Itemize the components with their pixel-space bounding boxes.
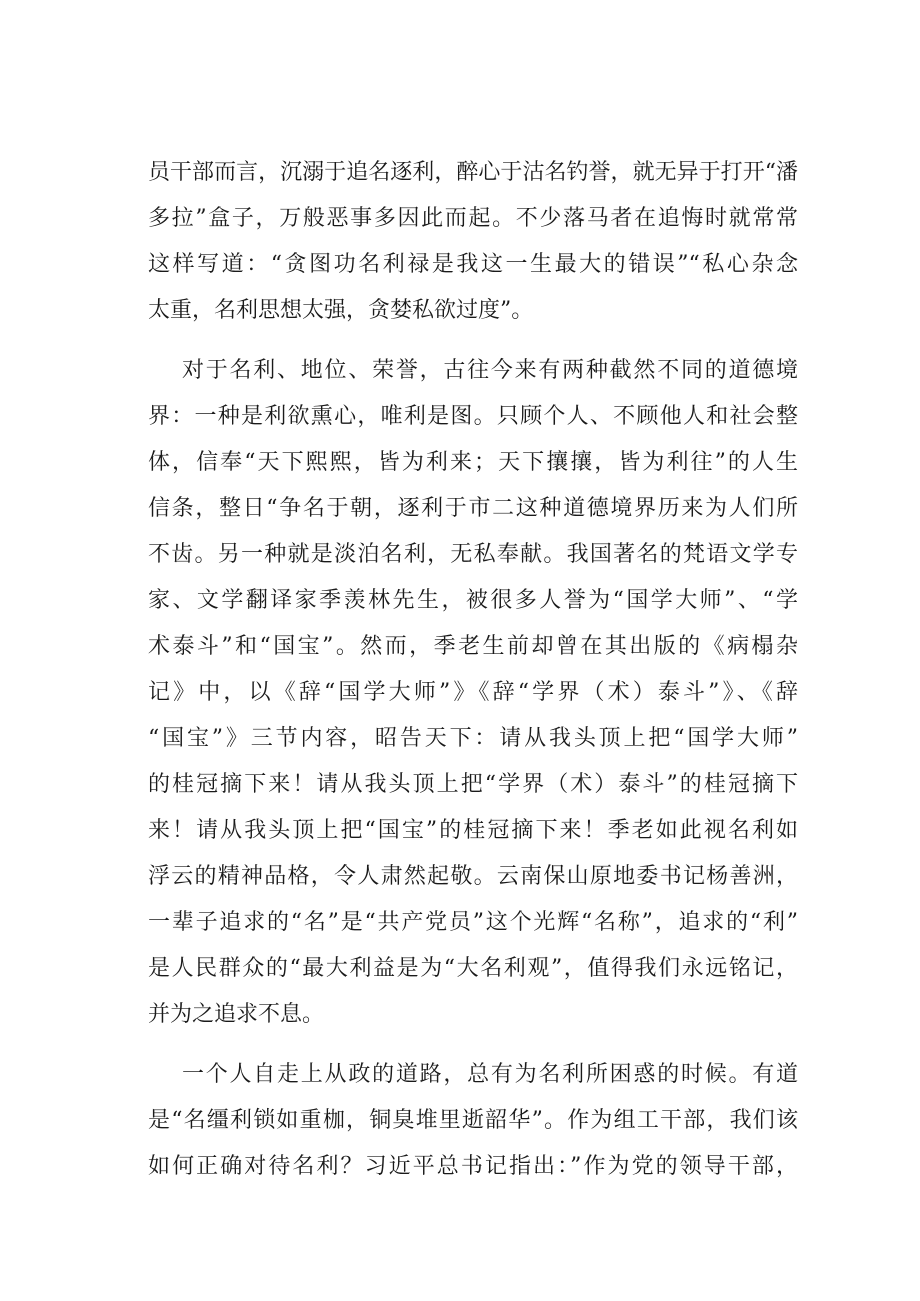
text-line: 一个人自走上从政的道路，总有为名利所困惑的时候。有道 xyxy=(182,1062,798,1087)
text-line: 不齿。另一种就是淡泊名利，无私奉献。我国著名的梵语文学专 xyxy=(148,542,798,567)
text-line: 对于名利、地位、荣誉，古往今来有两种截然不同的道德境 xyxy=(182,358,798,383)
paragraph-3 xyxy=(148,1052,798,1190)
text-line: 员干部而言，沉溺于追名逐利，醉心于沽名钓誉，就无异于打开“潘 xyxy=(148,160,798,185)
document-body xyxy=(148,150,798,1190)
text-line: 如何正确对待名利？习近平总书记指出：”作为党的领导干部， xyxy=(148,1154,798,1179)
text-line: 信条，整日“争名于朝，逐利于市二这种道德境界历来为人们所 xyxy=(148,496,798,521)
text-line: 一辈子追求的“名”是“共产党员”这个光辉“名称”，追求的“利” xyxy=(148,910,798,935)
paragraph-2 xyxy=(148,348,798,1038)
text-line: 浮云的精神品格，令人肃然起敬。云南保山原地委书记杨善洲， xyxy=(148,864,798,889)
text-line: 这样写道：“贪图功名利禄是我这一生最大的错误”“私心杂念 xyxy=(148,252,798,277)
text-line: 的桂冠摘下来！请从我头顶上把“学界（术）泰斗”的桂冠摘下 xyxy=(148,772,798,797)
paragraph-1 xyxy=(148,150,798,334)
text-line: 多拉”盒子，万般恶事多因此而起。不少落马者在追悔时就常常 xyxy=(148,206,798,231)
text-line: 太重，名利思想太强，贪婪私欲过度”。 xyxy=(148,298,534,323)
text-line: 是“名缰利锁如重枷，铜臭堆里逝韶华”。作为组工干部，我们该 xyxy=(148,1108,798,1133)
text-line: 记》中，以《辞“国学大师”》《辞“学界（术）泰斗”》、《辞 xyxy=(148,680,798,705)
paragraph-spacer xyxy=(148,1038,798,1052)
text-line: 术泰斗”和“国宝”。然而，季老生前却曾在其出版的《病榻杂 xyxy=(148,634,798,659)
text-line: 体，信奉“天下熙熙，皆为利来；天下攘攘，皆为利往”的人生 xyxy=(148,450,798,475)
text-line: 并为之追求不息。 xyxy=(148,1002,325,1027)
text-line: 家、文学翻译家季羡林先生，被很多人誉为“国学大师”、“学 xyxy=(148,588,798,613)
text-line: 界：一种是利欲熏心，唯利是图。只顾个人、不顾他人和社会整 xyxy=(148,404,798,429)
text-line: “国宝”》三节内容，昭告天下：请从我头顶上把“国学大师” xyxy=(148,726,798,751)
text-line: 是人民群众的“最大利益是为“大名利观”，值得我们永远铭记， xyxy=(148,956,798,981)
text-line: 来！请从我头顶上把“国宝”的桂冠摘下来！季老如此视名利如 xyxy=(148,818,798,843)
paragraph-spacer xyxy=(148,334,798,348)
